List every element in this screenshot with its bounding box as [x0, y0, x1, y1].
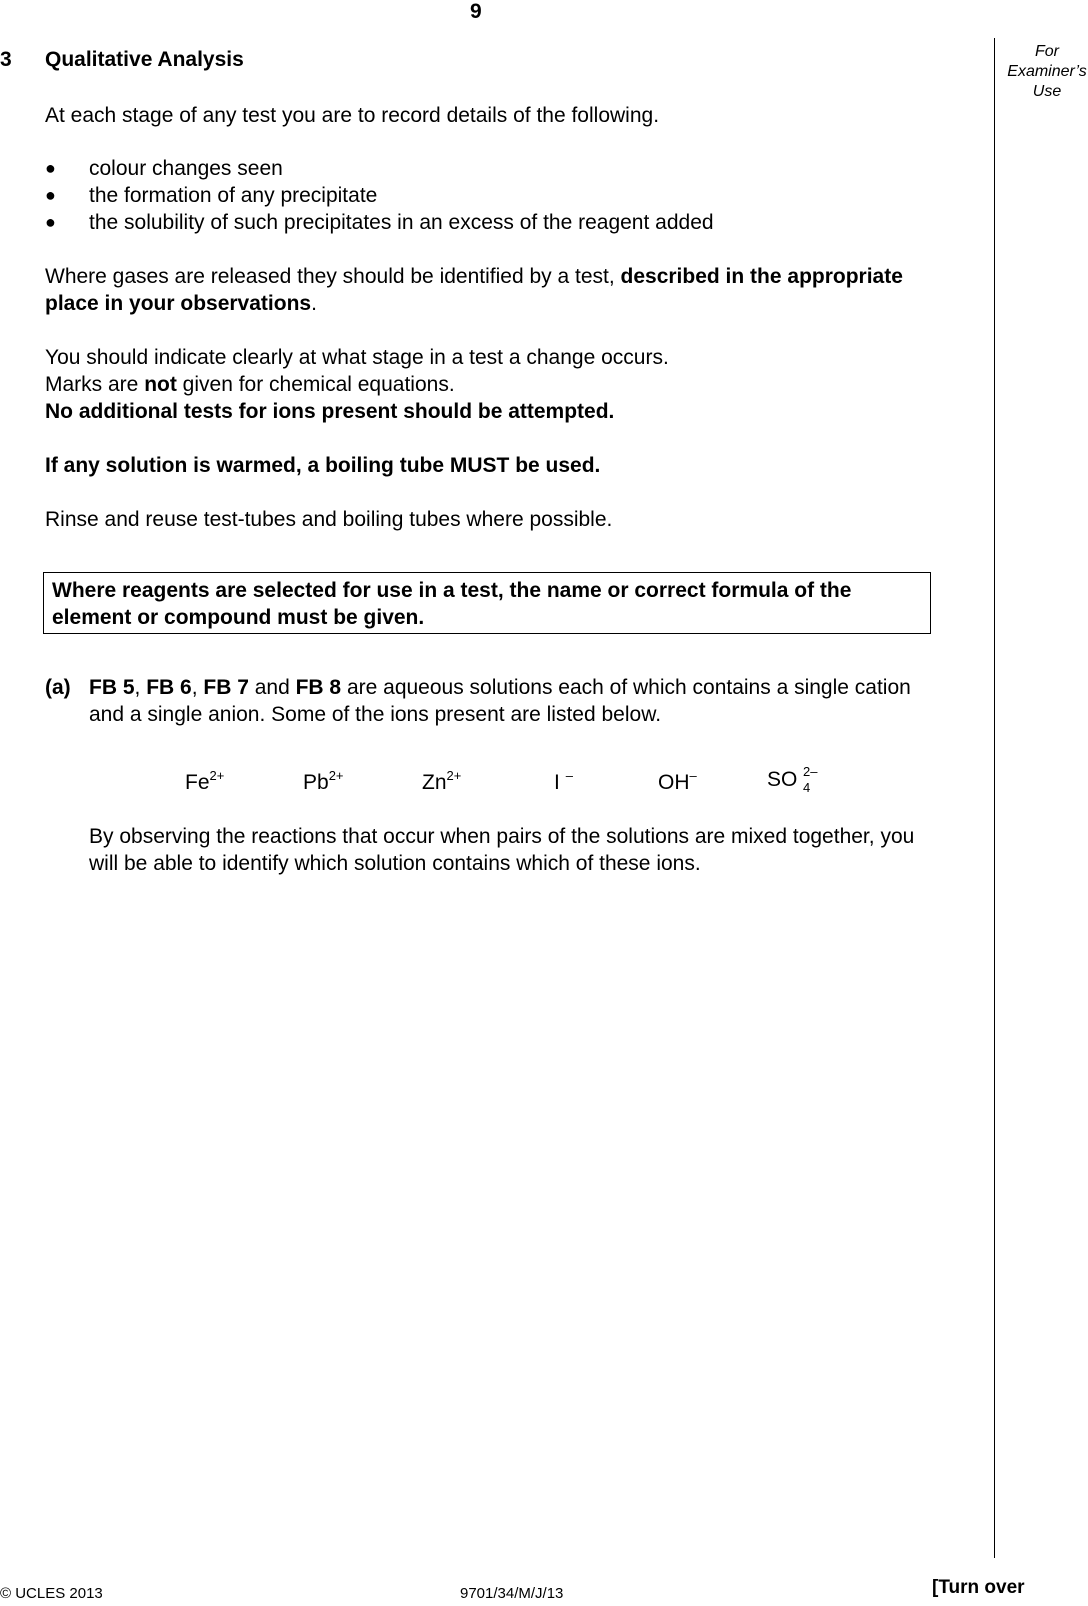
page-number: 9	[470, 0, 482, 23]
separator: ,	[134, 676, 147, 699]
examiner-line-2: Examiner’s	[1007, 63, 1087, 80]
observe-line-1: By observing the reactions that occur when pairs of the solutions are mixed together, you	[89, 825, 915, 848]
fb8-label: FB 8	[295, 676, 342, 699]
ion-charge: 2+	[328, 768, 344, 783]
ion-subscript: 4	[803, 780, 811, 795]
gases-bold-text: described in the appropriate	[620, 265, 903, 288]
ion-charge: 2+	[446, 768, 462, 783]
ion-base: OH	[658, 771, 690, 794]
bullet-icon: ●	[45, 185, 56, 205]
copyright: © UCLES 2013	[0, 1585, 103, 1602]
bullet-icon: ●	[45, 158, 56, 178]
ion-oh	[658, 768, 697, 795]
examiner-line-3: Use	[1032, 83, 1062, 100]
intro-text: At each stage of any test you are to record details of the following.	[45, 104, 660, 127]
ion-base: Fe	[185, 771, 210, 794]
gases-text: Where gases are released they should be identified by a test,	[45, 265, 621, 288]
part-a-label: (a)	[45, 676, 71, 699]
ion-base: SO	[767, 768, 798, 791]
gases-end: .	[311, 292, 317, 315]
observe-paragraph	[89, 823, 989, 877]
warmed-text: If any solution is warmed, a boiling tube MUST be used.	[45, 454, 601, 477]
separator: ,	[191, 676, 204, 699]
ion-charge: –	[689, 768, 697, 783]
gases-bold-text-2: place in your observations	[45, 292, 312, 315]
marks-pre: Marks are	[45, 373, 145, 396]
observe-line-2: will be able to identify which solution contains which of these ions.	[89, 852, 701, 875]
and-text: and	[248, 676, 296, 699]
ion-charge: 2–	[803, 764, 818, 779]
part-a-line2: and a single anion. Some of the ions present are listed below.	[89, 703, 662, 726]
bullet-icon: ●	[45, 212, 56, 232]
bullet-text: the solubility of such precipitates in an excess of the reagent added	[89, 211, 714, 234]
ion-i	[554, 768, 573, 795]
fb7-label: FB 7	[203, 676, 249, 699]
ion-pb	[303, 768, 344, 795]
bullet-text: colour changes seen	[89, 157, 283, 180]
marks-post: given for chemical equations.	[176, 373, 455, 396]
instructions-block	[45, 344, 669, 425]
fb6-label: FB 6	[146, 676, 192, 699]
marks-bold: not	[144, 373, 177, 396]
question-title: Qualitative Analysis	[45, 48, 244, 71]
box-line-2: element or compound must be given.	[52, 606, 425, 629]
ion-base: I	[554, 771, 560, 794]
examiner-line-1: For	[1035, 43, 1059, 60]
ion-charge: –	[565, 768, 573, 783]
bullet-text: the formation of any precipitate	[89, 184, 378, 207]
reagent-notice-box	[43, 572, 931, 634]
part-a-text	[89, 674, 989, 728]
part-a-line1: are aqueous solutions each of which contains a single cation	[341, 676, 911, 699]
rinse-text: Rinse and reuse test-tubes and boiling tubes where possible.	[45, 508, 613, 531]
box-line-1: Where reagents are selected for use in a test, the name or correct formula of the	[52, 579, 852, 602]
examiner-margin-line	[994, 38, 995, 1558]
turn-over: [Turn over	[932, 1577, 1025, 1598]
ion-fe	[185, 768, 224, 795]
fb5-label: FB 5	[89, 676, 135, 699]
gases-paragraph	[45, 263, 985, 317]
ion-base: Zn	[422, 771, 447, 794]
marks-line	[45, 371, 669, 398]
indicate-text: You should indicate clearly at what stage in a test a change occurs.	[45, 346, 669, 369]
no-additional-text: No additional tests for ions present should be attempted.	[45, 400, 615, 423]
ion-base: Pb	[303, 771, 329, 794]
ion-zn	[422, 768, 461, 795]
question-number: 3	[0, 48, 12, 71]
paper-code: 9701/34/M/J/13	[460, 1585, 564, 1602]
ion-charge: 2+	[209, 768, 225, 783]
examiner-use-label	[994, 42, 1088, 102]
ion-so4	[767, 764, 1088, 795]
